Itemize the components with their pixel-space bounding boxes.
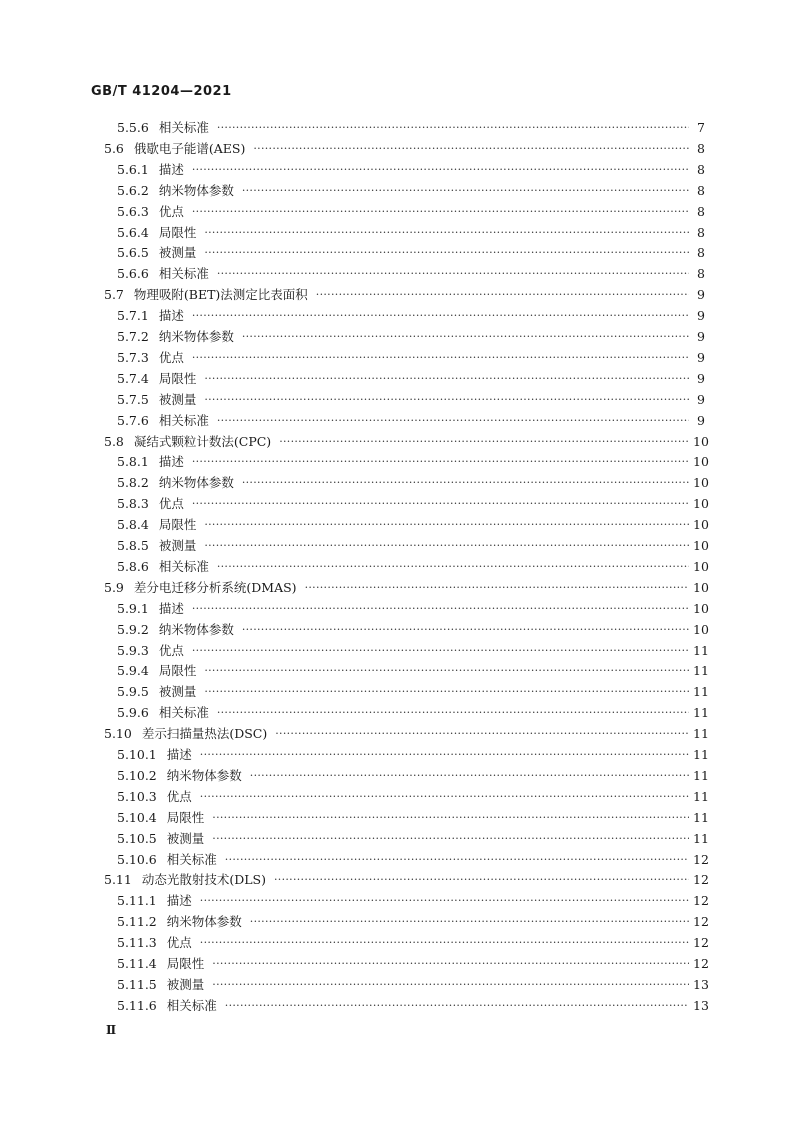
toc-leader-dots: [217, 411, 689, 431]
toc-entry-title: 局限性: [166, 809, 205, 825]
toc-entry-page: 10: [693, 558, 709, 574]
toc-entry-page: 11: [693, 767, 709, 783]
toc-entry-number: 5.10.6: [117, 851, 157, 867]
toc-entry-number: 5.9.4: [117, 663, 149, 679]
toc-entry-title: 描述: [166, 747, 192, 762]
toc-entry[interactable]: [117, 536, 709, 556]
toc-entry-title: 相关标准: [158, 705, 209, 721]
toc-entry-page: 9: [697, 329, 705, 344]
toc-entry[interactable]: [104, 870, 709, 890]
toc-entry-title: 纳米物体参数: [158, 329, 234, 344]
toc-entry-number: 5.10.5: [117, 830, 157, 846]
toc-entry-title: 纳米物体参数: [166, 767, 242, 783]
toc-entry-title: 描述: [166, 893, 192, 909]
toc-leader-dots: [200, 891, 689, 911]
toc-leader-dots: [200, 787, 689, 807]
toc-entry-number: 5.8: [104, 433, 124, 449]
toc-leader-dots: [250, 766, 689, 786]
toc-leader-dots: [204, 369, 689, 389]
toc-entry-page: 11: [693, 830, 709, 846]
toc-leader-dots: [204, 243, 689, 263]
toc-leader-dots: [242, 181, 689, 201]
toc-leader-dots: [279, 432, 689, 452]
toc-entry-number: 5.10.2: [117, 767, 157, 783]
toc-entry-number: 5.6: [104, 140, 124, 156]
toc-entry-page: 9: [697, 391, 705, 407]
toc-entry-number: 5.7.2: [117, 329, 149, 344]
toc-leader-dots: [204, 390, 689, 410]
toc-leader-dots: [212, 829, 689, 849]
toc-entry-number: 5.10.3: [117, 788, 157, 804]
toc-leader-dots: [250, 912, 689, 932]
toc-leader-dots: [253, 139, 689, 159]
toc-entry-title: 局限性: [166, 956, 205, 971]
toc-entry-title: 物理吸附(BET)法测定比表面积: [133, 287, 308, 303]
toc-entry-page: 8: [697, 161, 705, 177]
toc-entry-title: 相关标准: [166, 997, 217, 1013]
toc-leader-dots: [242, 473, 689, 493]
toc-entry[interactable]: [117, 118, 705, 138]
toc-entry[interactable]: [117, 829, 709, 849]
toc-entry-page: 9: [697, 308, 705, 324]
toc-entry-number: 5.7.6: [117, 412, 149, 428]
toc-entry-number: 5.6.4: [117, 224, 149, 240]
toc-entry[interactable]: [117, 264, 705, 284]
toc-entry[interactable]: [117, 933, 709, 953]
toc-entry[interactable]: [117, 369, 705, 389]
toc-entry[interactable]: [117, 912, 709, 932]
toc-entry-page: 10: [693, 454, 709, 470]
toc-entry-page: 10: [693, 433, 709, 449]
toc-entry-title: 描述: [158, 454, 184, 470]
toc-entry[interactable]: [117, 682, 709, 702]
toc-entry[interactable]: [117, 202, 705, 222]
toc-entry[interactable]: [104, 724, 709, 744]
toc-entry-number: 5.9: [104, 579, 124, 595]
toc-entry-page: 10: [693, 517, 709, 533]
toc-leader-dots: [212, 954, 689, 974]
toc-entry-number: 5.6.2: [117, 182, 149, 198]
toc-entry-number: 5.7.5: [117, 391, 149, 407]
toc-entry-number: 5.8.5: [117, 538, 149, 553]
toc-entry[interactable]: [117, 181, 705, 201]
toc-entry[interactable]: [117, 954, 709, 974]
toc-leader-dots: [217, 118, 689, 138]
toc-entry[interactable]: [117, 703, 709, 723]
toc-entry-page: 9: [697, 287, 705, 303]
toc-leader-dots: [192, 599, 689, 619]
toc-entry-title: 优点: [158, 642, 184, 658]
toc-entry-title: 纳米物体参数: [158, 475, 234, 491]
toc-leader-dots: [192, 202, 689, 222]
toc-leader-dots: [225, 996, 689, 1016]
toc-leader-dots: [192, 641, 689, 661]
toc-entry[interactable]: [117, 808, 709, 828]
toc-leader-dots: [305, 578, 689, 598]
toc-entry-page: 9: [697, 349, 705, 365]
toc-entry[interactable]: [104, 578, 709, 598]
toc-entry-title: 优点: [166, 935, 192, 951]
toc-entry-number: 5.9.3: [117, 642, 149, 658]
toc-entry-title: 被测量: [158, 245, 197, 261]
toc-entry-title: 优点: [158, 203, 184, 219]
toc-entry-page: 11: [693, 684, 709, 700]
toc-entry[interactable]: [117, 473, 709, 493]
toc-entry-title: 凝结式颗粒计数法(CPC): [133, 433, 272, 449]
toc-entry-page: 10: [693, 621, 709, 637]
toc-entry-number: 5.11: [104, 872, 132, 888]
toc-leader-dots: [204, 682, 689, 702]
toc-entry-title: 差分电迁移分析系统(DMAS): [133, 579, 297, 595]
toc-entry-page: 11: [693, 788, 709, 804]
toc-leader-dots: [204, 536, 689, 556]
toc-entry[interactable]: [117, 306, 705, 326]
toc-entry-page: 12: [693, 914, 709, 930]
toc-entry-number: 5.8.4: [117, 517, 149, 533]
toc-entry-number: 5.7.4: [117, 370, 149, 386]
toc-entry-title: 局限性: [158, 663, 197, 679]
toc-entry-page: 8: [697, 266, 705, 282]
toc-leader-dots: [204, 515, 689, 535]
toc-entry[interactable]: [117, 160, 705, 180]
toc-entry-title: 被测量: [166, 830, 205, 846]
toc-entry-page: 11: [693, 705, 709, 721]
toc-entry-number: 5.7.1: [117, 308, 149, 324]
toc-entry-title: 描述: [158, 308, 184, 324]
toc-entry[interactable]: [117, 996, 709, 1016]
toc-entry[interactable]: [117, 390, 705, 410]
toc-leader-dots: [204, 223, 689, 243]
toc-leader-dots: [200, 745, 689, 765]
toc-entry-title: 描述: [158, 600, 184, 616]
toc-entry[interactable]: [117, 557, 709, 577]
toc-entry-title: 优点: [166, 788, 192, 804]
toc-entry[interactable]: [117, 223, 705, 243]
toc-entry-page: 11: [693, 663, 709, 679]
toc-leader-dots: [217, 264, 689, 284]
toc-entry-page: 8: [697, 140, 705, 156]
page-number-roman: Ⅱ: [106, 1023, 117, 1037]
toc-entry-page: 9: [697, 412, 705, 428]
toc-entry-title: 局限性: [158, 370, 197, 386]
toc-leader-dots: [192, 348, 689, 368]
toc-entry-page: 10: [693, 538, 709, 553]
toc-entry[interactable]: [117, 975, 709, 995]
toc-entry-page: 12: [693, 956, 709, 971]
toc-entry-number: 5.9.5: [117, 684, 149, 700]
toc-entry[interactable]: [117, 787, 709, 807]
toc-entry-title: 纳米物体参数: [158, 182, 234, 198]
toc-entry-number: 5.11.1: [117, 893, 157, 909]
toc-entry-page: 13: [693, 997, 709, 1013]
toc-entry[interactable]: [117, 850, 709, 870]
toc-entry-page: 8: [697, 224, 705, 240]
toc-leader-dots: [217, 703, 689, 723]
toc-entry-number: 5.8.1: [117, 454, 149, 470]
toc-leader-dots: [275, 724, 689, 744]
toc-entry-number: 5.5.6: [117, 120, 149, 135]
toc-entry[interactable]: [117, 745, 709, 765]
toc-entry-title: 局限性: [158, 517, 197, 533]
toc-entry-number: 5.8.3: [117, 496, 149, 512]
toc-entry-title: 相关标准: [158, 266, 209, 282]
toc-entry-page: 11: [693, 642, 709, 658]
toc-entry[interactable]: [117, 891, 709, 911]
toc-entry-page: 10: [693, 579, 709, 595]
toc-entry-page: 11: [693, 809, 709, 825]
toc-entry-number: 5.7: [104, 287, 124, 303]
toc-entry-page: 12: [693, 893, 709, 909]
toc-entry[interactable]: [117, 452, 709, 472]
toc-entry[interactable]: [117, 661, 709, 681]
toc-entry-page: 13: [693, 976, 709, 992]
toc-entry-title: 优点: [158, 496, 184, 512]
toc-entry-number: 5.8.6: [117, 558, 149, 574]
toc-entry[interactable]: [117, 766, 709, 786]
toc-leader-dots: [242, 620, 689, 640]
toc-entry[interactable]: [117, 599, 709, 619]
toc-entry-number: 5.6.5: [117, 245, 149, 261]
toc-entry[interactable]: [117, 641, 709, 661]
toc-entry-page: 8: [697, 245, 705, 261]
toc-leader-dots: [200, 933, 689, 953]
toc-entry-title: 差示扫描量热法(DSC): [141, 726, 268, 742]
toc-leader-dots: [204, 661, 689, 681]
toc-entry-title: 优点: [158, 349, 184, 365]
toc-entry[interactable]: [117, 494, 709, 514]
toc-entry-title: 被测量: [158, 391, 197, 407]
toc-entry-title: 纳米物体参数: [158, 621, 234, 637]
toc-leader-dots: [192, 494, 689, 514]
toc-entry-title: 被测量: [166, 976, 205, 992]
toc-entry-page: 9: [697, 370, 705, 386]
toc-entry-number: 5.11.5: [117, 976, 157, 992]
toc-entry[interactable]: [117, 348, 705, 368]
toc-leader-dots: [212, 808, 689, 828]
toc-entry-page: 7: [697, 120, 705, 135]
toc-entry[interactable]: [117, 243, 705, 263]
toc-entry-page: 8: [697, 203, 705, 219]
toc-leader-dots: [192, 306, 689, 326]
toc-entry-title: 被测量: [158, 684, 197, 700]
toc-entry-number: 5.11.4: [117, 956, 157, 971]
toc-entry-page: 10: [693, 600, 709, 616]
toc-entry-title: 动态光散射技术(DLS): [141, 872, 266, 888]
toc-entry[interactable]: [117, 411, 705, 431]
toc-entry-number: 5.10.1: [117, 747, 157, 762]
toc-leader-dots: [212, 975, 689, 995]
toc-entry-number: 5.6.6: [117, 266, 149, 282]
toc-entry[interactable]: [104, 139, 705, 159]
toc-entry[interactable]: [117, 620, 709, 640]
toc-entry-page: 11: [693, 726, 709, 742]
toc-entry[interactable]: [117, 327, 705, 347]
toc-entry-title: 俄歇电子能谱(AES): [133, 140, 246, 156]
toc-entry-title: 相关标准: [158, 120, 209, 135]
toc-entry[interactable]: [104, 285, 705, 305]
toc-entry-number: 5.11.6: [117, 997, 157, 1013]
document-header-code: GB/T 41204—2021: [91, 84, 232, 99]
toc-entry-title: 局限性: [158, 224, 197, 240]
toc-leader-dots: [192, 160, 689, 180]
toc-entry-page: 11: [693, 747, 709, 762]
toc-entry-number: 5.10.4: [117, 809, 157, 825]
toc-entry-number: 5.9.2: [117, 621, 149, 637]
toc-entry-page: 10: [693, 475, 709, 491]
toc-entry-page: 8: [697, 182, 705, 198]
toc-leader-dots: [274, 870, 689, 890]
toc-entry-title: 相关标准: [166, 851, 217, 867]
toc-entry-title: 相关标准: [158, 558, 209, 574]
toc-leader-dots: [225, 850, 689, 870]
toc-entry-number: 5.11.3: [117, 935, 157, 951]
toc-entry[interactable]: [104, 432, 709, 452]
toc-entry-number: 5.6.1: [117, 161, 149, 177]
toc-leader-dots: [217, 557, 689, 577]
toc-entry-number: 5.8.2: [117, 475, 149, 491]
toc-entry-page: 10: [693, 496, 709, 512]
toc-entry-number: 5.9.1: [117, 600, 149, 616]
toc-leader-dots: [316, 285, 689, 305]
toc-entry-title: 描述: [158, 161, 184, 177]
toc-entry-title: 纳米物体参数: [166, 914, 242, 930]
toc-entry-number: 5.7.3: [117, 349, 149, 365]
toc-entry-page: 12: [693, 935, 709, 951]
toc-entry-page: 12: [693, 851, 709, 867]
toc-entry-page: 12: [693, 872, 709, 888]
toc-entry-title: 被测量: [158, 538, 197, 553]
toc-entry-number: 5.6.3: [117, 203, 149, 219]
toc-entry-number: 5.10: [104, 726, 132, 742]
toc-entry[interactable]: [117, 515, 709, 535]
toc-entry-number: 5.9.6: [117, 705, 149, 721]
toc-entry-number: 5.11.2: [117, 914, 157, 930]
toc-leader-dots: [242, 327, 689, 347]
toc-entry-title: 相关标准: [158, 412, 209, 428]
toc-leader-dots: [192, 452, 689, 472]
